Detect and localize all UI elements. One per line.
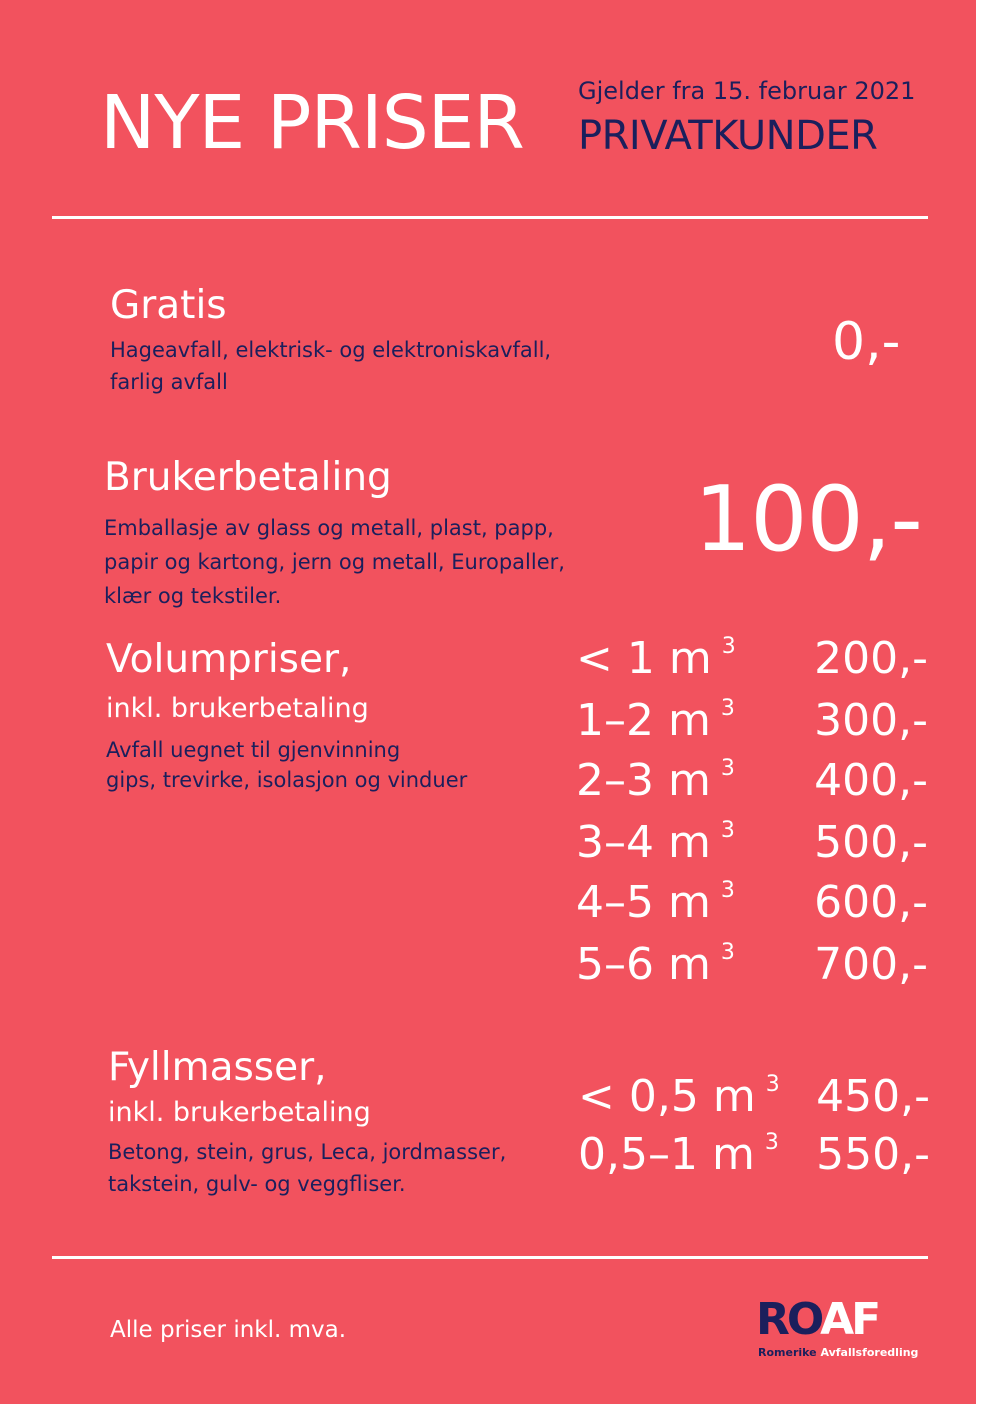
fyllmasser-subheading: inkl. brukerbetaling <box>108 1097 371 1128</box>
volume-price: 300,- <box>814 695 928 746</box>
logo-wordmark: ROAF <box>756 1294 879 1345</box>
volume-price-row <box>576 750 928 812</box>
brukerbetaling-price: 100,- <box>694 467 922 572</box>
fill-price: 550,- <box>816 1129 930 1180</box>
roaf-logo <box>756 1294 919 1366</box>
customer-group: PRIVATKUNDER <box>578 113 878 159</box>
gratis-heading: Gratis <box>110 283 227 328</box>
page-title: NYE PRISER <box>100 80 524 166</box>
volume-size: 5–6 m $^3$ <box>576 939 735 990</box>
fill-price: 450,- <box>816 1071 930 1122</box>
volume-price-row <box>576 872 928 934</box>
volume-price-row <box>576 812 928 874</box>
volumpriser-heading: Volumpriser, <box>106 637 352 682</box>
volumpriser-description-line-2: gips, trevirke, isolasjon og vinduer <box>106 768 468 792</box>
volume-size: 1–2 m $^3$ <box>576 695 735 746</box>
volume-price: 600,- <box>814 877 928 928</box>
volume-price: 200,- <box>814 633 928 684</box>
gratis-description-line-1: Hageavfall, elektrisk- og elektroniskavfall, <box>110 338 552 362</box>
vat-note: Alle priser inkl. mva. <box>110 1317 347 1343</box>
volume-price: 500,- <box>814 817 928 868</box>
gratis-description-line-2: farlig avfall <box>110 370 228 394</box>
brukerbetaling-description-line-2: papir og kartong, jern og metall, Europaller, <box>104 550 565 574</box>
volume-size: 2–3 m $^3$ <box>576 755 735 806</box>
volume-price-row <box>576 934 928 996</box>
brukerbetaling-description-line-1: Emballasje av glass og metall, plast, papp, <box>104 516 554 540</box>
volumpriser-description-line-1: Avfall uegnet til gjenvinning <box>106 738 401 762</box>
fyllmasser-heading: Fyllmasser, <box>108 1045 327 1090</box>
valid-from-date: Gjelder fra 15. februar 2021 <box>578 77 916 105</box>
volume-size: 4–5 m $^3$ <box>576 877 735 928</box>
top-divider <box>52 216 928 219</box>
fill-size: < 0,5 m $^3$ <box>578 1071 780 1122</box>
volume-price: 700,- <box>814 939 928 990</box>
gratis-price: 0,- <box>832 312 901 372</box>
fill-size: 0,5–1 m $^3$ <box>578 1129 779 1180</box>
fyllmasser-description-line-1: Betong, stein, grus, Leca, jordmasser, <box>108 1140 507 1164</box>
fyllmasser-description-line-2: takstein, gulv- og veggfliser. <box>108 1172 406 1196</box>
brukerbetaling-description-line-3: klær og tekstiler. <box>104 584 282 608</box>
brukerbetaling-heading: Brukerbetaling <box>104 455 392 500</box>
logo-tagline: Romerike Avfallsforedling <box>758 1346 919 1359</box>
fill-price-row <box>578 1124 930 1186</box>
volume-price: 400,- <box>814 755 928 806</box>
volume-size: < 1 m $^3$ <box>576 633 736 684</box>
volume-price-row <box>576 628 928 690</box>
fill-price-row <box>578 1066 930 1128</box>
volumpriser-subheading: inkl. brukerbetaling <box>106 693 369 724</box>
volume-price-row <box>576 690 928 752</box>
bottom-divider <box>52 1256 928 1259</box>
volume-size: 3–4 m $^3$ <box>576 817 735 868</box>
